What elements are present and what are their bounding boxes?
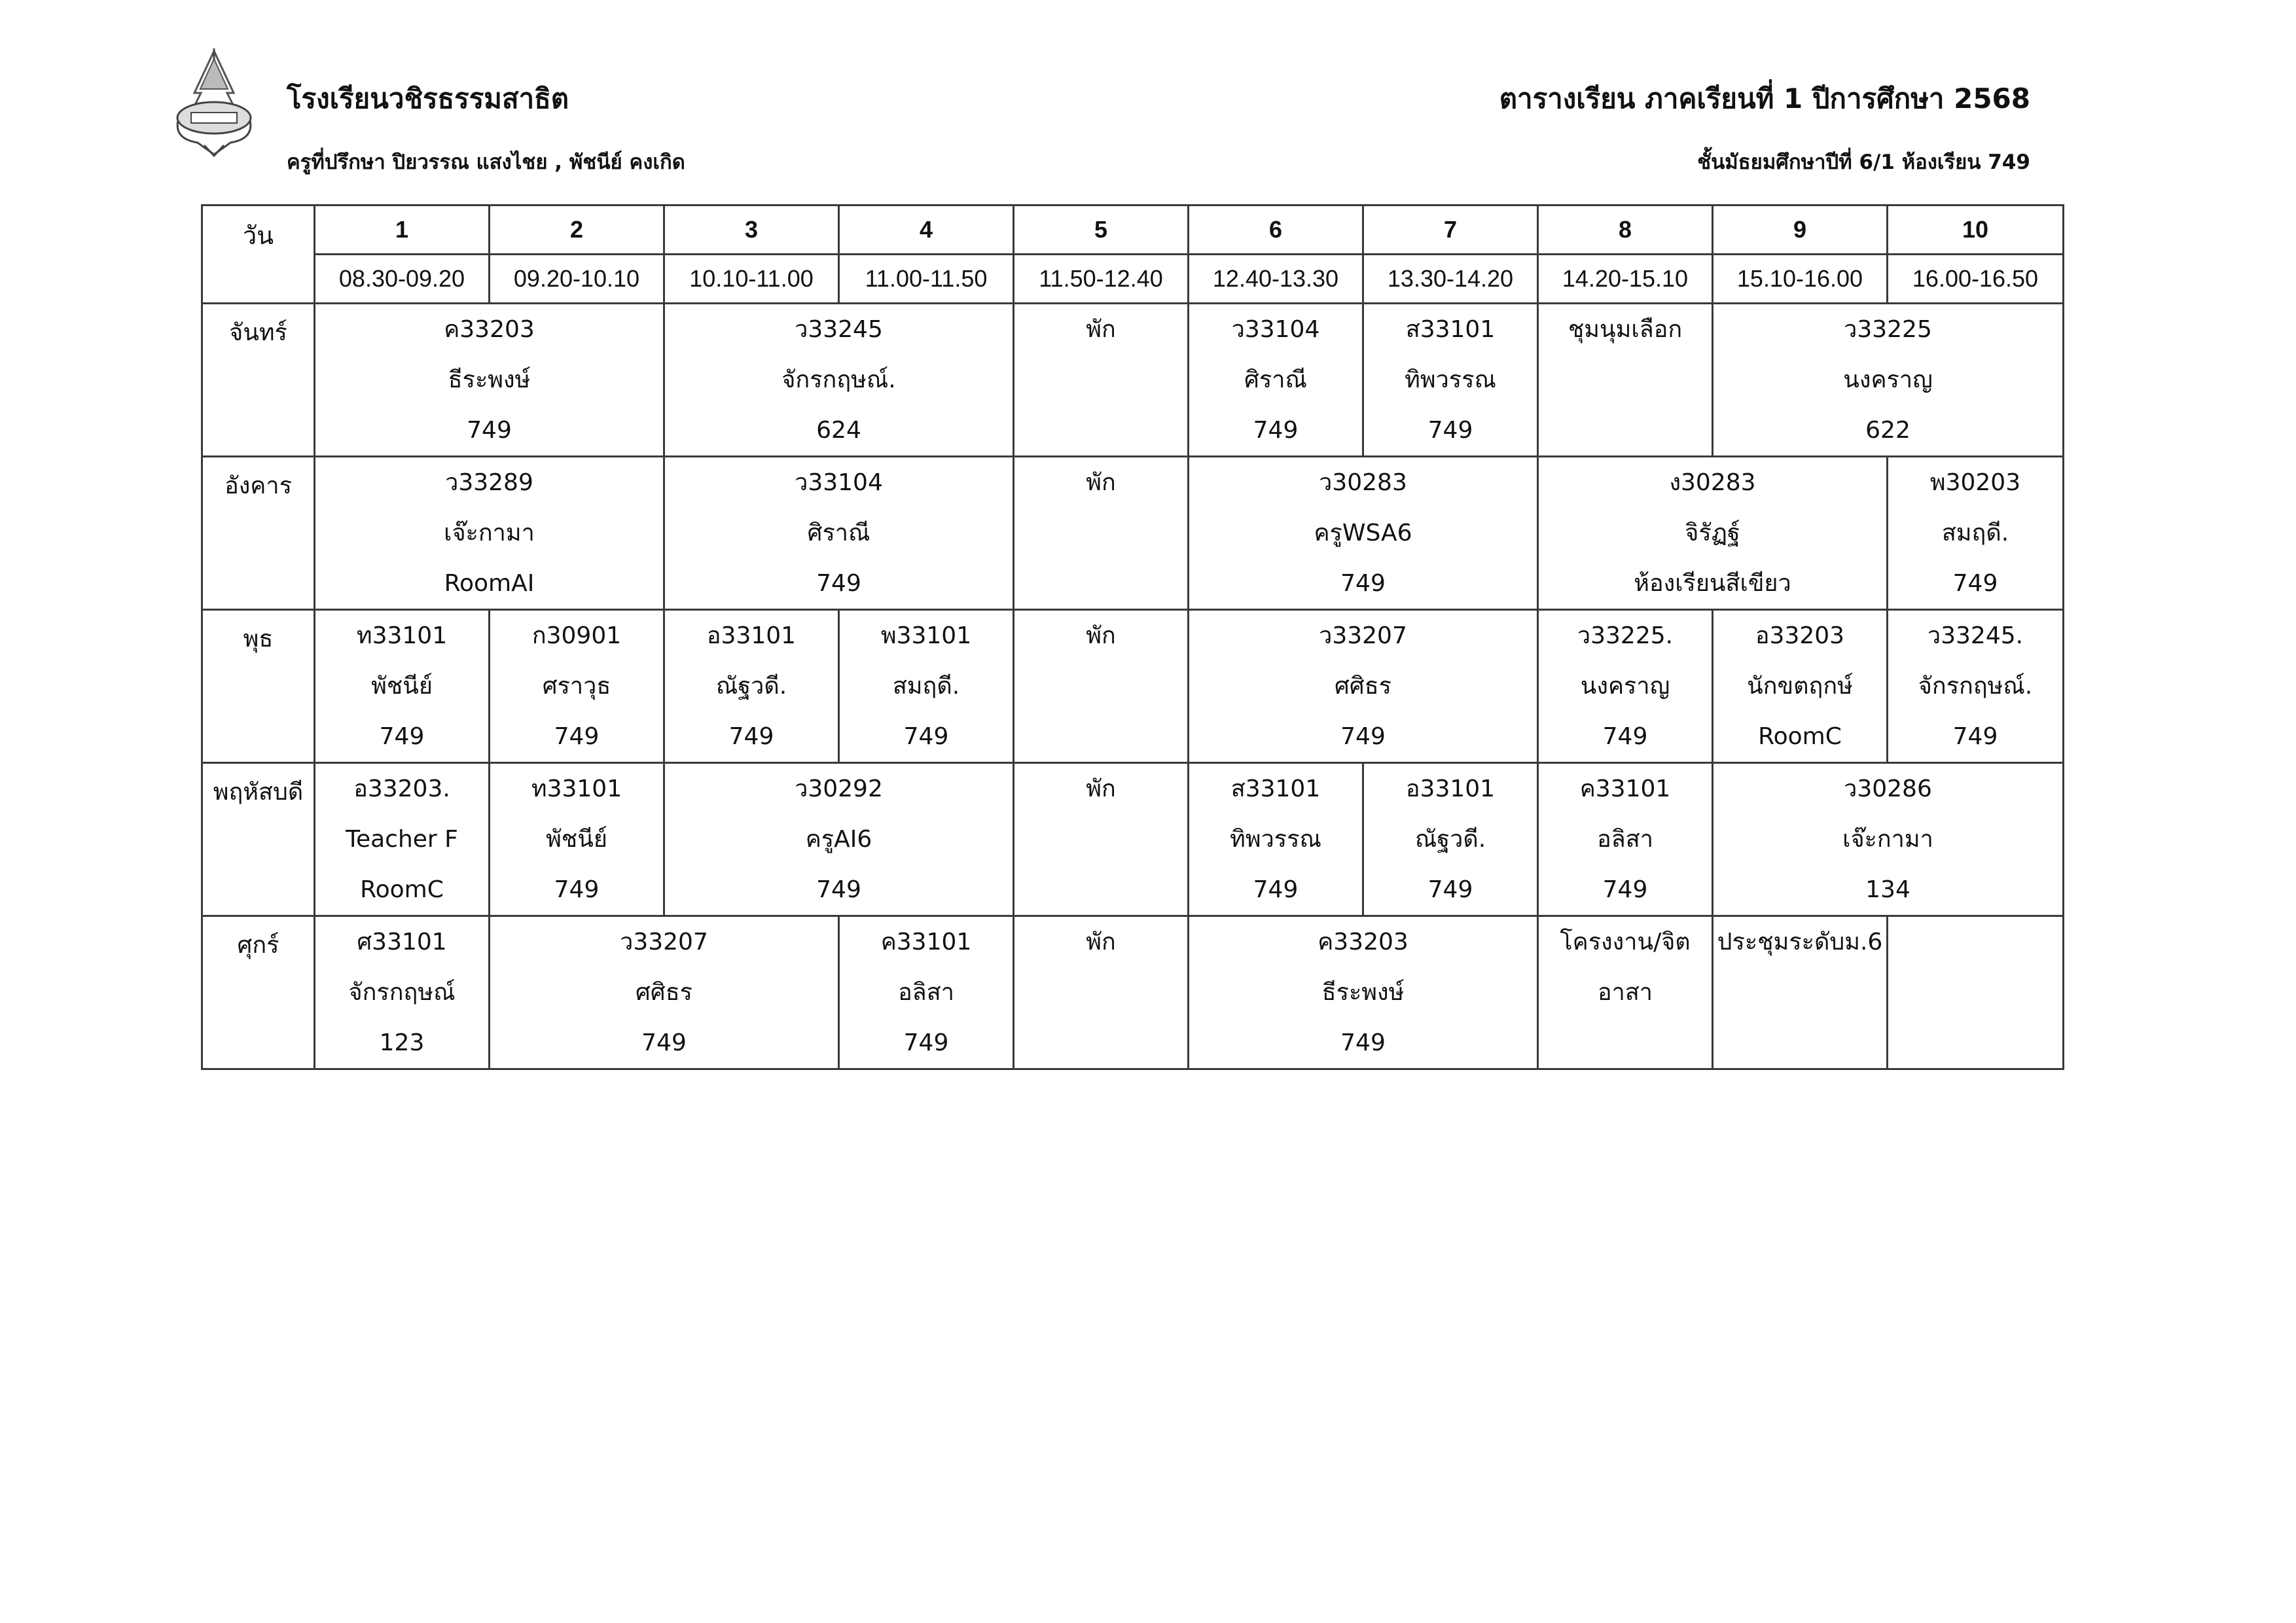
room-number: 749 (1253, 876, 1299, 903)
class-cell (1014, 304, 1189, 457)
period-number: 1 (315, 205, 490, 255)
class-cell (1538, 916, 1713, 1069)
room-number (1539, 405, 1712, 455)
room-number (1539, 1018, 1712, 1068)
subject-code: โครงงาน/จิต (1560, 929, 1691, 955)
room-number: 123 (379, 1029, 425, 1056)
day-label: จันทร์ (202, 304, 315, 457)
class-cell (1189, 457, 1538, 610)
teacher-name (1014, 967, 1187, 1018)
subject-code: ว33104 (795, 469, 883, 496)
room-number (1014, 558, 1187, 609)
subject-code: ว30283 (1319, 469, 1407, 496)
teacher-name: ครูWSA6 (1314, 520, 1412, 546)
day-label: พฤหัสบดี (202, 763, 315, 916)
room-number: 749 (1427, 876, 1473, 903)
subject-code: พัก (1086, 622, 1116, 649)
teacher-name: ทิพวรรณ (1405, 366, 1496, 393)
class-cell (1189, 916, 1538, 1069)
teacher-name: ธีระพงษ์ (1321, 979, 1405, 1006)
timetable (201, 204, 2064, 1070)
room-number: 749 (1253, 417, 1299, 444)
teacher-name: อาสา (1597, 979, 1653, 1006)
room-number: 749 (554, 723, 600, 750)
school-seal-logo (171, 47, 257, 157)
day-row (202, 457, 2064, 610)
subject-code: อ33203. (353, 776, 450, 802)
class-cell (1888, 610, 2064, 763)
teacher-name: สมฤดี. (1941, 520, 2009, 546)
teacher-name: Teacher F (346, 826, 458, 853)
teacher-name: เจ๊ะกามา (444, 520, 535, 546)
subject-code: ค33203 (1318, 929, 1408, 955)
subject-code: ส33101 (1230, 776, 1321, 802)
period-time: 08.30-09.20 (315, 255, 490, 304)
class-cell (490, 610, 664, 763)
class-cell (1014, 916, 1189, 1069)
day-label: ศุกร์ (202, 916, 315, 1069)
day-row (202, 916, 2064, 1069)
teacher-name: พัชนีย์ (371, 673, 433, 700)
class-cell (1538, 304, 1713, 457)
class-cell (839, 610, 1014, 763)
teacher-name: ศศิธร (635, 979, 692, 1006)
room-number: 749 (903, 723, 949, 750)
subject-code: ว30286 (1844, 776, 1932, 802)
class-cell (1014, 457, 1189, 610)
subject-code: ง30283 (1669, 469, 1756, 496)
subject-code: ว30292 (795, 776, 883, 802)
school-name: โรงเรียนวชิรธรรมสาธิต (287, 82, 569, 115)
room-number (1713, 1018, 1886, 1068)
teacher-name: ทิพวรรณ (1230, 826, 1321, 853)
period-number: 2 (490, 205, 664, 255)
class-cell (664, 610, 839, 763)
subject-code: ส33101 (1405, 316, 1496, 343)
teacher-name (1014, 661, 1187, 711)
schedule-title: ตารางเรียน ภาคเรียนที่ 1 ปีการศึกษา 2568 (1499, 82, 2030, 115)
day-row (202, 610, 2064, 763)
teacher-name: ศศิธร (1334, 673, 1391, 700)
subject-code: ว33225 (1844, 316, 1932, 343)
class-cell (315, 610, 490, 763)
class-cell (1713, 304, 2064, 457)
class-cell (315, 304, 664, 457)
teacher-name (1713, 967, 1886, 1018)
room-number: 749 (554, 876, 600, 903)
subject-code: ท33101 (356, 622, 448, 649)
subject-code: ว33207 (620, 929, 708, 955)
teacher-name: จักรกฤษณ์. (1918, 673, 2033, 700)
subject-code: อ33101 (706, 622, 797, 649)
class-cell (1888, 457, 2064, 610)
period-time: 10.10-11.00 (664, 255, 839, 304)
subject-code: ศ33101 (357, 929, 447, 955)
room-number: 622 (1865, 417, 1910, 444)
class-cell (315, 457, 664, 610)
room-number: 749 (1602, 723, 1648, 750)
room-number: ห้องเรียนสีเขียว (1634, 570, 1791, 597)
class-cell (1189, 763, 1363, 916)
room-number (1014, 711, 1187, 762)
room-number: 749 (903, 1029, 949, 1056)
room-number: 749 (379, 723, 425, 750)
subject-code: ค33101 (880, 929, 972, 955)
class-cell (1538, 610, 1713, 763)
class-cell (1538, 457, 1888, 610)
room-number: 749 (1340, 1029, 1386, 1056)
teacher-name: จักรกฤษณ์. (781, 366, 896, 393)
period-number: 3 (664, 205, 839, 255)
class-cell (1189, 610, 1538, 763)
teacher-name: อลิสา (898, 979, 954, 1006)
subject-code: พัก (1086, 316, 1116, 343)
subject-code: ว33245 (795, 316, 883, 343)
teacher-name: ณัฐวดี. (715, 673, 787, 700)
period-number: 10 (1888, 205, 2064, 255)
subject-code: ชุมนุมเลือก (1568, 316, 1683, 343)
subject-code: ว33225. (1577, 622, 1674, 649)
teacher-name: จักรกฤษณ์ (348, 979, 456, 1006)
teacher-name: สมฤดี. (892, 673, 960, 700)
class-cell (490, 763, 664, 916)
subject-code: พัก (1086, 469, 1116, 496)
teacher-name (1014, 355, 1187, 405)
teacher-name (1539, 355, 1712, 405)
teacher-name (1014, 814, 1187, 865)
teacher-name (1014, 508, 1187, 558)
teacher-name: นักขตฤกษ์ (1747, 673, 1853, 700)
teacher-name: พัชนีย์ (546, 826, 607, 853)
subject-code: อ33101 (1405, 776, 1496, 802)
teacher-name: จิรัฏฐ์ (1685, 520, 1740, 546)
class-cell (1363, 304, 1538, 457)
period-number: 7 (1363, 205, 1538, 255)
teacher-name: นงคราญ (1843, 366, 1933, 393)
class-info: ชั้นมัธยมศึกษาปีที่ 6/1 ห้องเรียน 749 (1697, 151, 2030, 174)
subject-code: ว33289 (445, 469, 533, 496)
room-number (1888, 1018, 2062, 1068)
teacher-name: ธีระพงษ์ (448, 366, 531, 393)
class-cell (1713, 763, 2064, 916)
room-number: 749 (1340, 723, 1386, 750)
subject-code: ค33203 (444, 316, 535, 343)
period-time: 13.30-14.20 (1363, 255, 1538, 304)
subject-code: พ30203 (1929, 469, 2021, 496)
subject-code: ว33207 (1319, 622, 1407, 649)
room-number: 624 (816, 417, 861, 444)
room-number: RoomC (1758, 723, 1842, 750)
class-cell (315, 763, 490, 916)
period-time: 11.00-11.50 (839, 255, 1014, 304)
room-number: 749 (1952, 570, 1998, 597)
room-number: RoomAI (444, 570, 535, 597)
class-cell (1014, 763, 1189, 916)
class-cell (1888, 916, 2064, 1069)
room-number: 749 (816, 570, 861, 597)
subject-code: พัก (1086, 929, 1116, 955)
class-cell (1538, 763, 1713, 916)
period-number: 5 (1014, 205, 1189, 255)
teacher-name: นงคราญ (1580, 673, 1670, 700)
subject-code: ว33104 (1231, 316, 1320, 343)
subject-code: ท33101 (531, 776, 622, 802)
period-time: 11.50-12.40 (1014, 255, 1189, 304)
subject-code (1888, 917, 2062, 967)
period-number-row (202, 205, 2064, 255)
period-number: 8 (1538, 205, 1713, 255)
teacher-name: ศิราณี (1244, 366, 1307, 393)
teacher-name: ศิราณี (807, 520, 870, 546)
teacher-name: เจ๊ะกามา (1842, 826, 1933, 853)
class-cell (664, 304, 1014, 457)
day-label: พุธ (202, 610, 315, 763)
subject-code: ว33245. (1927, 622, 2024, 649)
period-time: 09.20-10.10 (490, 255, 664, 304)
class-cell (1363, 763, 1538, 916)
room-number: 749 (816, 876, 861, 903)
period-number: 6 (1189, 205, 1363, 255)
period-number: 9 (1713, 205, 1888, 255)
room-number: 749 (641, 1029, 687, 1056)
room-number: 749 (728, 723, 774, 750)
room-number: 749 (1427, 417, 1473, 444)
teacher-name: อลิสา (1597, 826, 1653, 853)
day-label: อังคาร (202, 457, 315, 610)
subject-code: อ33203 (1755, 622, 1845, 649)
class-cell (664, 763, 1014, 916)
day-column-header: วัน (202, 205, 315, 304)
period-time: 14.20-15.10 (1538, 255, 1713, 304)
class-cell (1713, 916, 1888, 1069)
teacher-name: ศราวุธ (542, 673, 611, 700)
period-time: 16.00-16.50 (1888, 255, 2064, 304)
period-time-row (202, 255, 2064, 304)
class-cell (1189, 304, 1363, 457)
day-row (202, 304, 2064, 457)
room-number: 749 (1952, 723, 1998, 750)
teacher-name: ณัฐวดี. (1414, 826, 1486, 853)
room-number: 134 (1865, 876, 1910, 903)
subject-code: พ33101 (880, 622, 972, 649)
subject-code: ก30901 (531, 622, 622, 649)
day-row (202, 763, 2064, 916)
class-cell (1014, 610, 1189, 763)
class-cell (1713, 610, 1888, 763)
period-number: 4 (839, 205, 1014, 255)
subject-code: ค33101 (1579, 776, 1671, 802)
class-cell (315, 916, 490, 1069)
room-number (1014, 1018, 1187, 1068)
subject-code: พัก (1086, 776, 1116, 802)
room-number: RoomC (360, 876, 444, 903)
room-number: 749 (1602, 876, 1648, 903)
room-number (1014, 405, 1187, 455)
room-number: 749 (467, 417, 512, 444)
room-number (1014, 865, 1187, 915)
period-time: 12.40-13.30 (1189, 255, 1363, 304)
class-cell (839, 916, 1014, 1069)
teacher-name: ครูAI6 (805, 826, 872, 853)
subject-code: ประชุมระดับม.6 (1717, 929, 1883, 955)
teacher-name (1888, 967, 2062, 1018)
class-cell (490, 916, 839, 1069)
period-time: 15.10-16.00 (1713, 255, 1888, 304)
advisors-line: ครูที่ปรึกษา ปิยวรรณ แสงไชย , พัชนีย์ คงเกิด (287, 151, 685, 174)
class-cell (664, 457, 1014, 610)
room-number: 749 (1340, 570, 1386, 597)
